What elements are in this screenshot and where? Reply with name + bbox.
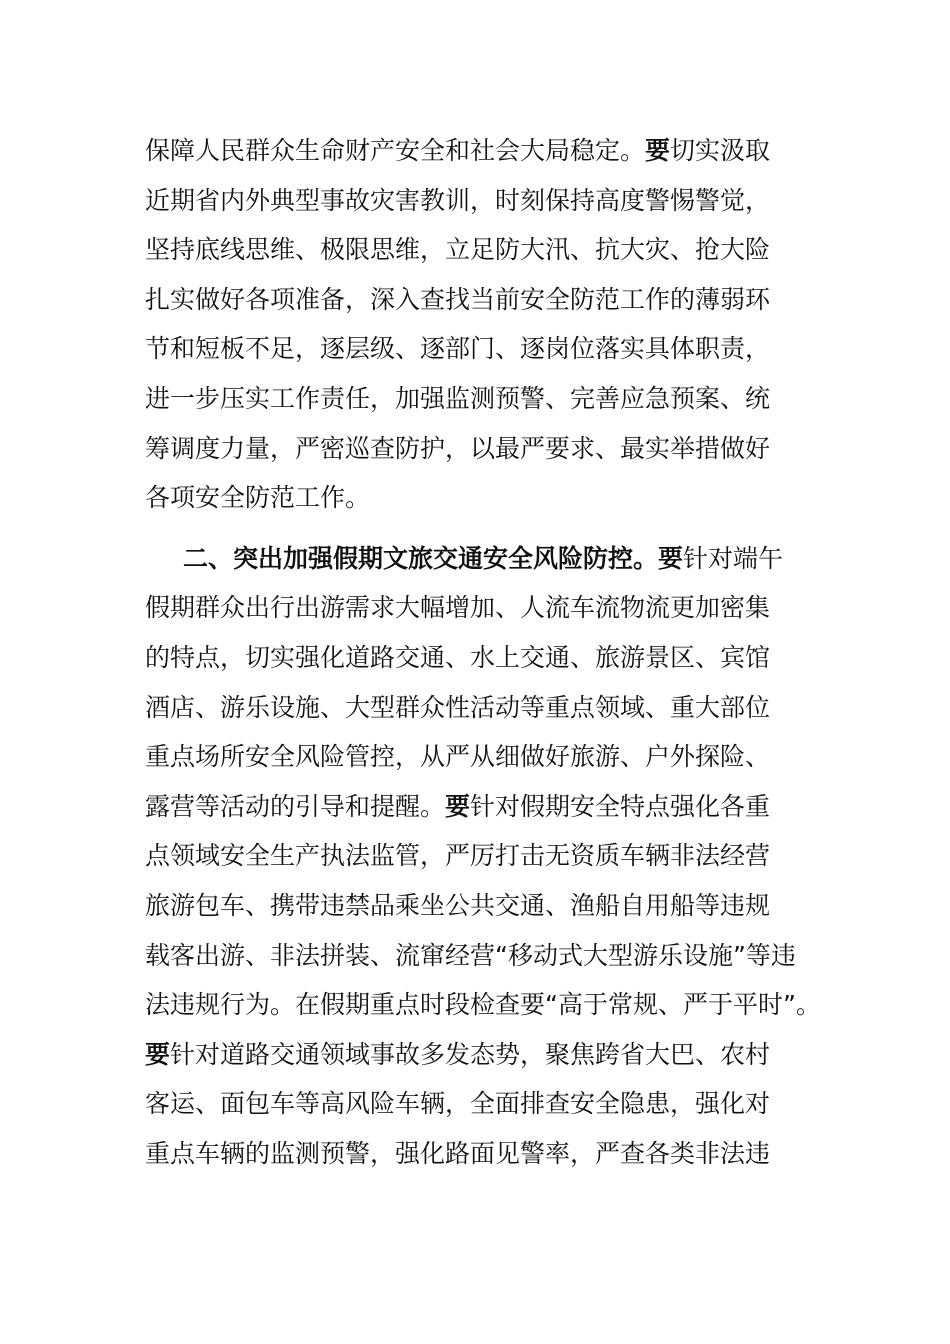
text-line: 坚持底线思维、极限思维，立足防大汛、抗大灾、抢大险 bbox=[145, 235, 771, 265]
text-line: 重点车辆的监测预警，强化路面见警率，严查各类非法违 bbox=[145, 1138, 771, 1168]
text-line: 进一步压实工作责任，加强监测预警、完善应急预案、统 bbox=[145, 383, 771, 413]
document-body bbox=[145, 126, 845, 1178]
text-line: 各项安全防范工作。 bbox=[145, 483, 371, 513]
text-run: 切实汲取 bbox=[670, 136, 771, 165]
text-run: 针对端午 bbox=[683, 543, 784, 573]
text-line: 节和短板不足，逐层级、逐部门、逐岗位落实具体职责， bbox=[145, 334, 771, 364]
text-line: 假期群众出行出游需求大幅增加、人流车流物流更加密集 bbox=[145, 593, 771, 623]
section-heading: 二、突出加强假期文旅交通安全风险防控。要 bbox=[183, 543, 684, 573]
text-run: 针对假期安全特点强化各重 bbox=[470, 791, 771, 821]
text-line: 筹调度力量，严密巡查防护，以最严要求、最实举措做好 bbox=[145, 433, 771, 463]
text-run: 针对道路交通领域事故多发态势，聚焦跨省大巴、农村 bbox=[170, 1039, 771, 1069]
text-run: 露营等活动的引导和提醒。 bbox=[145, 791, 446, 821]
text-line: 重点场所安全风险管控，从严从细做好旅游、户外探险、 bbox=[145, 742, 771, 772]
bold-keyword: 要 bbox=[145, 1039, 171, 1069]
text-line: 旅游包车、携带违禁品乘坐公共交通、渔船自用船等违规 bbox=[145, 890, 771, 920]
bold-keyword: 要 bbox=[445, 791, 471, 821]
text-line: 扎实做好各项准备，深入查找当前安全防范工作的薄弱环 bbox=[145, 284, 771, 314]
text-line: 点领域安全生产执法监管，严厉打击无资质车辆非法经营 bbox=[145, 841, 771, 871]
bold-keyword: 要 bbox=[645, 136, 671, 165]
paragraph-gap bbox=[145, 523, 845, 534]
text-line: 近期省内外典型事故灾害教训，时刻保持高度警惕警觉， bbox=[145, 185, 771, 215]
text-line bbox=[145, 782, 845, 832]
text-line bbox=[145, 126, 845, 176]
text-run: 保障人民群众生命财产安全和社会大局稳定。 bbox=[145, 136, 646, 165]
text-line bbox=[145, 1030, 845, 1080]
text-line: 客运、面包车等高风险车辆，全面排查安全隐患，强化对 bbox=[145, 1089, 771, 1119]
text-line: 法违规行为。在假期重点时段检查要“高于常规、严于平时”。 bbox=[145, 990, 821, 1020]
text-line: 酒店、游乐设施、大型群众性活动等重点领域、重大部位 bbox=[145, 692, 771, 722]
section-heading-line bbox=[145, 534, 845, 584]
text-line: 的特点，切实强化道路交通、水上交通、旅游景区、宾馆 bbox=[145, 642, 771, 672]
text-line: 载客出游、非法拼装、流窜经营“移动式大型游乐设施”等违 bbox=[145, 940, 796, 970]
